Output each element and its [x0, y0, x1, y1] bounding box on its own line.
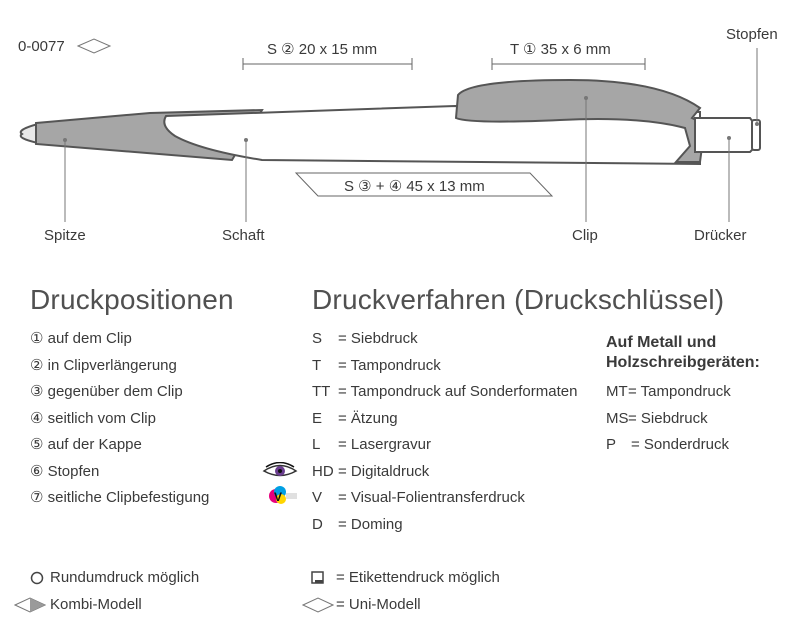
method-text: = Tampondruck auf Sonderformaten	[338, 383, 578, 400]
metal-title-line2: Holzschreibgeräten:	[606, 354, 760, 371]
method-code: E	[312, 409, 323, 427]
method-code: D	[312, 515, 323, 533]
method-item	[312, 406, 577, 433]
method-code: T	[312, 356, 322, 374]
label-schaft: Schaft	[222, 227, 265, 244]
position-item: ⑤ auf der Kappe	[30, 436, 142, 453]
metal-text: = Siebdruck	[628, 409, 708, 427]
method-text: = Lasergravur	[338, 436, 431, 453]
legend-etikett: = Etikettendruck möglich	[336, 569, 500, 586]
label-spitze: Spitze	[44, 227, 86, 244]
metal-list	[606, 379, 731, 459]
legend-rundum: Rundumdruck möglich	[50, 569, 200, 586]
method-code: TT	[312, 383, 331, 400]
metal-item: MS= Siebdruck	[606, 409, 708, 427]
method-code: V	[312, 489, 323, 506]
method-text: = Doming	[338, 515, 403, 533]
position-item: ④ seitlich vom Clip	[30, 409, 156, 427]
positions-list	[30, 326, 209, 512]
methods-list	[312, 326, 577, 538]
metal-title-line1: Auf Metall und	[606, 334, 717, 351]
method-item	[312, 432, 577, 459]
svg-text:V: V	[274, 490, 283, 504]
diamond-outline-icon	[78, 39, 110, 53]
label-druecker: Drücker	[694, 227, 747, 244]
methods-heading: Druckverfahren (Druckschlüssel)	[312, 284, 725, 315]
label-square-icon	[310, 570, 326, 586]
method-item	[312, 379, 577, 406]
metal-text: = Tampondruck	[628, 383, 731, 400]
visual-v-icon	[268, 484, 298, 508]
position-item: ① auf dem Clip	[30, 330, 132, 347]
metal-text: = Sonderdruck	[631, 436, 729, 453]
method-text: = Ätzung	[338, 409, 398, 427]
diamond-outline-icon	[302, 597, 334, 613]
method-item	[312, 485, 577, 512]
metal-item: MT= Tampondruck	[606, 383, 731, 400]
article-number: 0-0077	[18, 38, 65, 55]
method-text: = Siebdruck	[338, 330, 418, 347]
method-item	[312, 512, 577, 539]
print-area-s-bottom: S ③ + ④ 45 x 13 mm	[344, 178, 485, 195]
dimension-line-s-top	[243, 58, 412, 70]
position-item: ③ gegenüber dem Clip	[30, 383, 183, 400]
method-code: HD	[312, 462, 334, 480]
position-item: ② in Clipverlängerung	[30, 356, 177, 374]
method-item	[312, 326, 577, 353]
position-item: ⑦ seitliche Clipbefestigung	[30, 489, 210, 506]
eye-icon	[262, 462, 298, 480]
legend-uni: = Uni-Modell	[336, 596, 421, 613]
method-item	[312, 353, 577, 380]
legend-kombi: Kombi-Modell	[50, 596, 142, 613]
method-item	[312, 459, 577, 486]
circle-outline-icon	[30, 571, 44, 585]
method-code: S	[312, 330, 323, 347]
label-stopfen: Stopfen	[726, 26, 778, 43]
method-code: L	[312, 436, 321, 453]
method-text: = Tampondruck	[338, 356, 441, 374]
method-text: = Visual-Folientransferdruck	[338, 489, 525, 506]
print-area-t-top: T ① 35 x 6 mm	[510, 41, 611, 58]
positions-heading: Druckpositionen	[30, 284, 234, 315]
print-area-s-top: S ② 20 x 15 mm	[267, 41, 378, 58]
position-item: ⑥ Stopfen	[30, 462, 100, 480]
method-text: = Digitaldruck	[338, 462, 430, 480]
diamond-half-filled-icon	[14, 597, 46, 613]
label-clip: Clip	[572, 227, 598, 244]
dimension-line-t-top	[492, 58, 645, 70]
pen-pusher	[695, 118, 756, 152]
pen-diagram	[0, 0, 800, 270]
pen	[21, 80, 760, 164]
metal-item: P = Sonderdruck	[606, 436, 729, 453]
